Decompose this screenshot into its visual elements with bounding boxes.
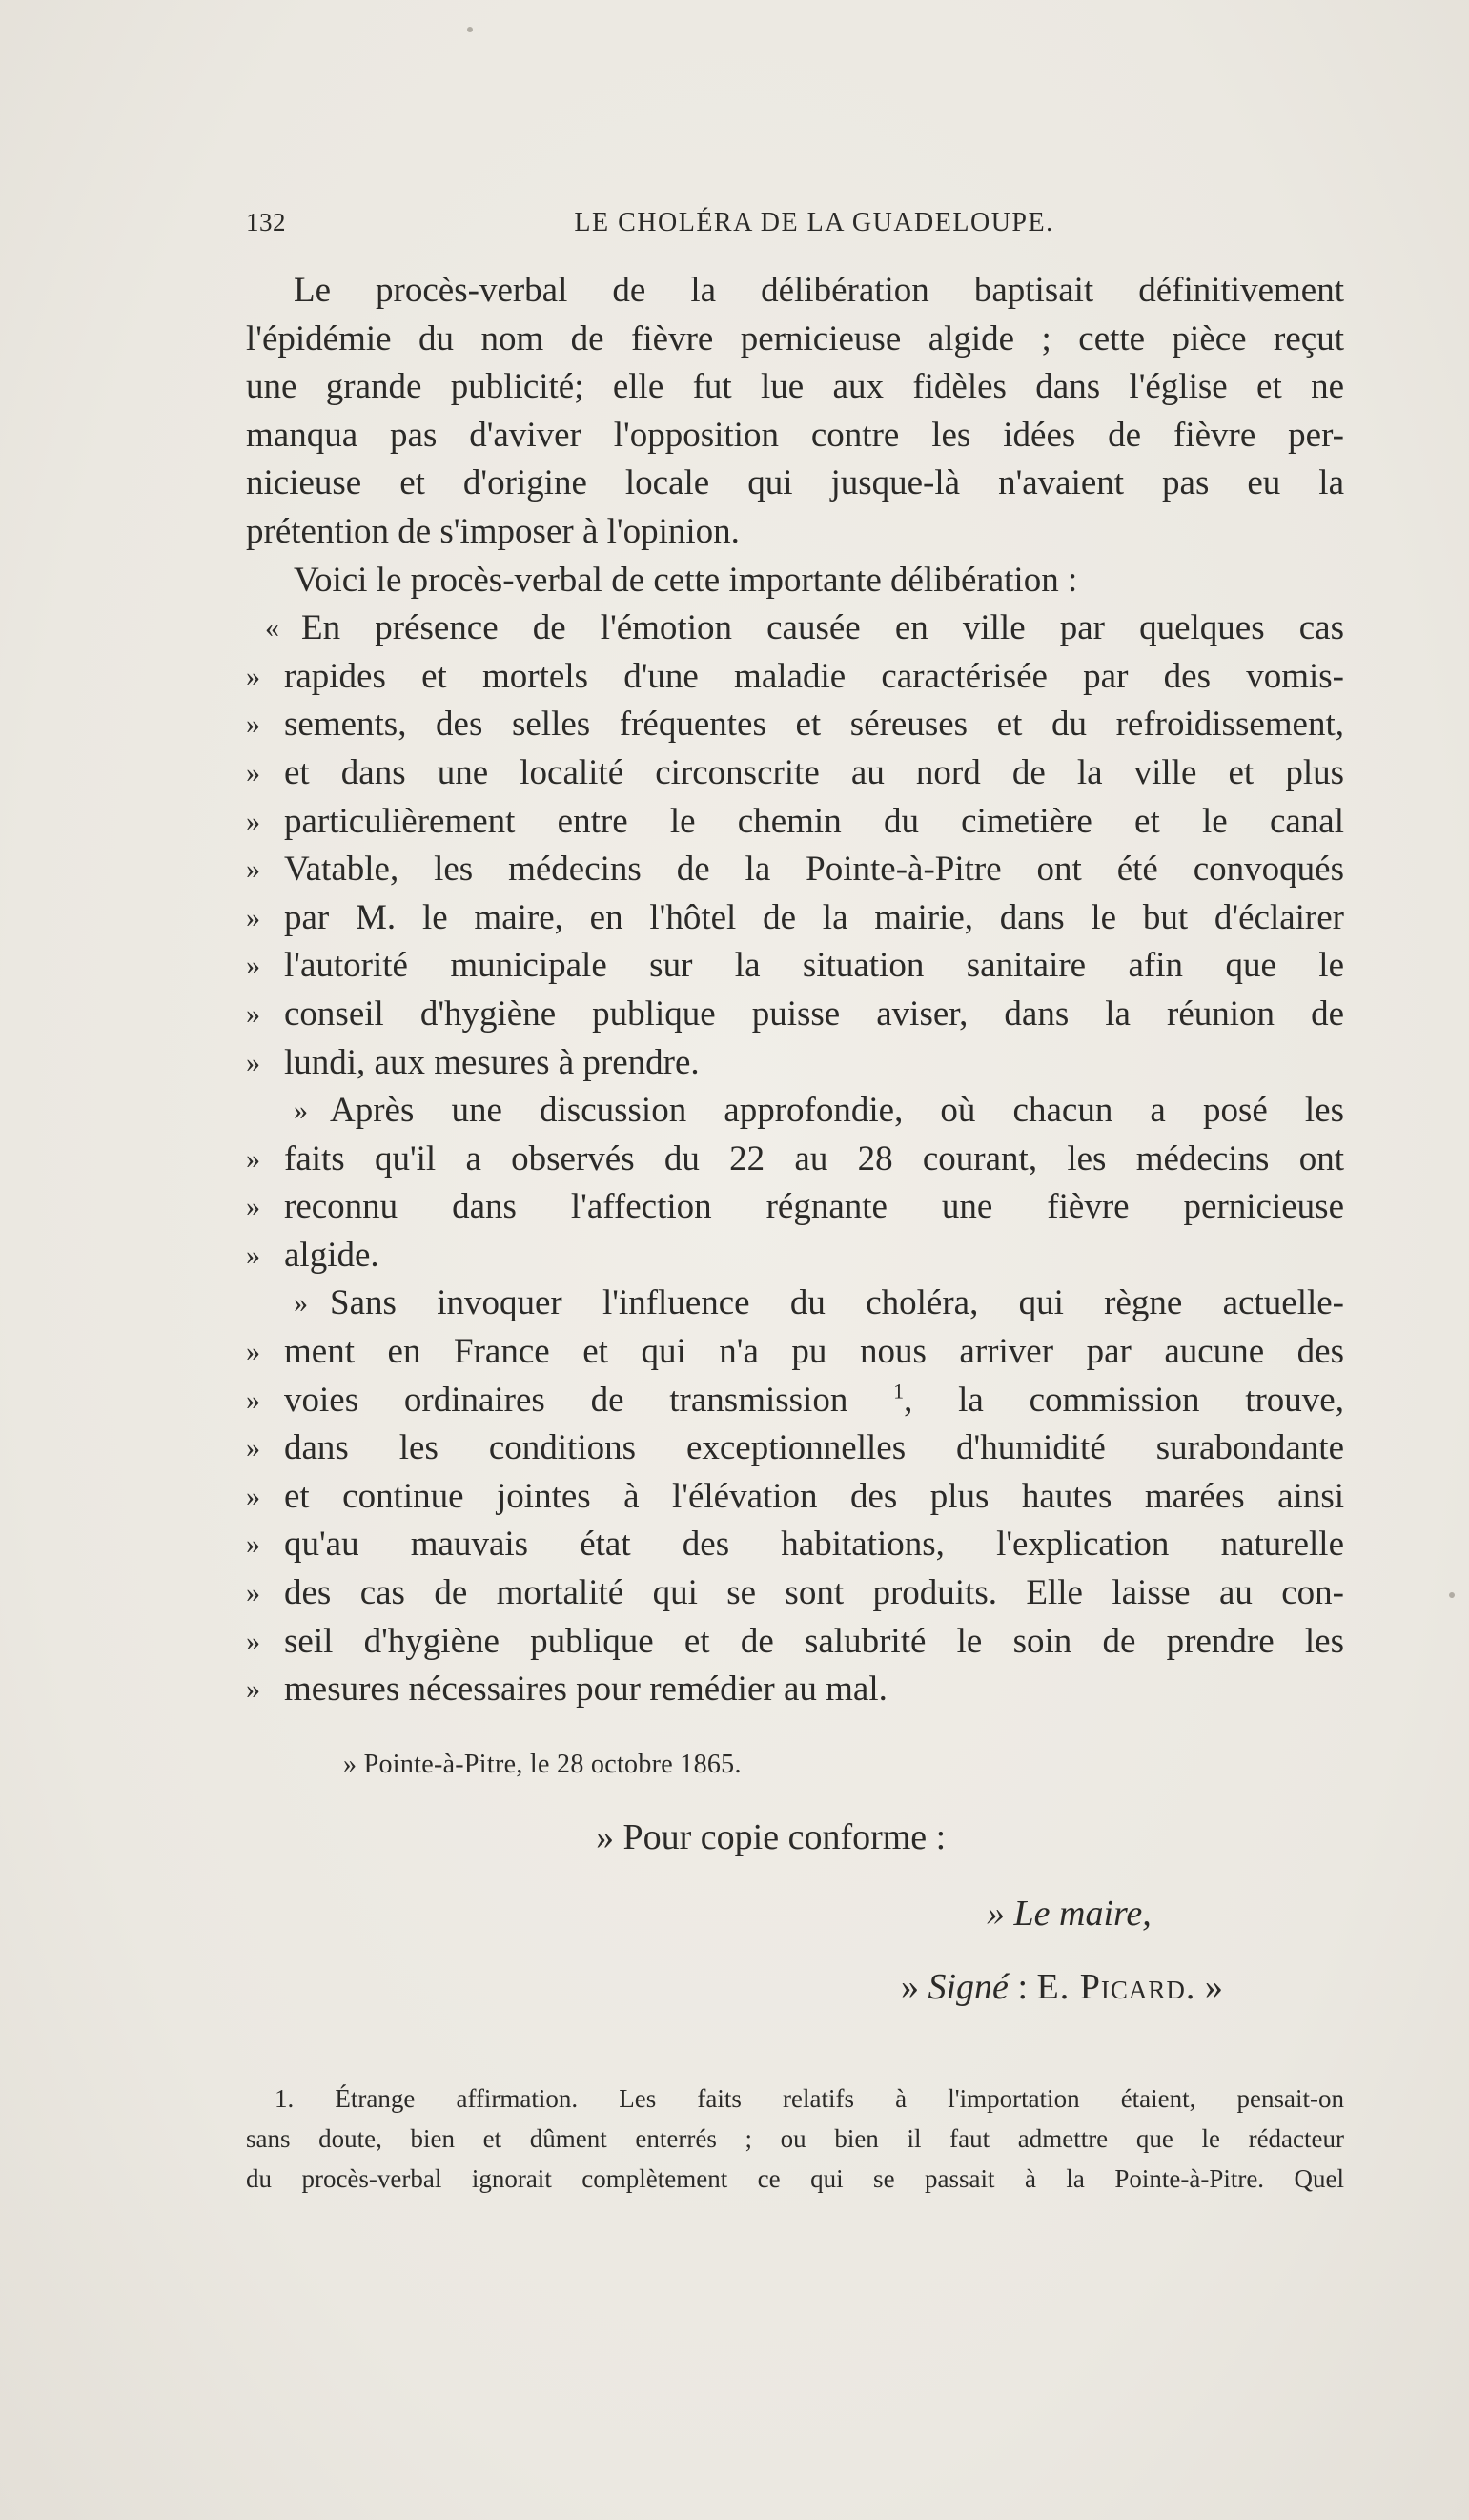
quote-mark: » xyxy=(246,1142,260,1175)
quote-mark: » xyxy=(246,1383,260,1416)
quote-line xyxy=(246,749,1344,798)
quote-text: reconnu dans l'affection régnante une fièvre pernicieuse xyxy=(284,1187,1344,1227)
signature-close-mark: » xyxy=(1204,1967,1223,2007)
paper-speck xyxy=(1449,1592,1455,1598)
quote-text: En présence de l'émotion causée en ville par quelques cas xyxy=(301,608,1344,648)
quote-line xyxy=(246,798,1344,847)
quote-line xyxy=(246,1136,1344,1184)
quote-line xyxy=(246,1473,1344,1522)
quote-text: et continue jointes à l'élévation des plus hautes marées ainsi xyxy=(284,1476,1344,1516)
quote-mark: » xyxy=(246,853,260,886)
quote-text: des cas de mortalité qui se sont produits. Elle laisse au con- xyxy=(284,1573,1344,1613)
quote-text: rapides et mortels d'une maladie caractérisée par des vomis- xyxy=(284,656,1344,696)
signature-label: Signé xyxy=(928,1967,1009,2007)
quote-mark: » xyxy=(246,1480,260,1512)
mayor-line: » Le maire, xyxy=(987,1894,1152,1934)
quote-line xyxy=(246,701,1344,749)
quote-line xyxy=(246,1183,1344,1232)
quote-mark: » xyxy=(246,708,260,741)
footnote-reference: 1 xyxy=(893,1379,905,1403)
quote-text: par M. le maire, en l'hôtel de la mairie, dans le but d'éclairer xyxy=(284,897,1344,937)
quote-line xyxy=(246,1039,1344,1088)
quote-line xyxy=(246,942,1344,991)
footnote-line: sans doute, bien et dûment enterrés ; ou bien il faut admettre que le rédacteur xyxy=(246,2124,1344,2153)
quote-line xyxy=(246,1377,1344,1425)
signature-name: E. Picard. xyxy=(1036,1967,1196,2007)
quote-text: l'autorité municipale sur la situation sanitaire afin que le xyxy=(284,946,1344,986)
body-line: une grande publicité; elle fut lue aux fidèles dans l'église et ne xyxy=(246,367,1344,407)
copy-conforme-line: » Pour copie conforme : xyxy=(596,1817,947,1857)
quote-text: conseil d'hygiène publique puisse aviser, dans la réunion de xyxy=(284,994,1344,1034)
quote-text: sements, des selles fréquentes et séreuses et du refroidissement, xyxy=(284,705,1344,745)
page-number: 132 xyxy=(246,208,286,236)
quote-text: Vatable, les médecins de la Pointe-à-Pitre ont été convoqués xyxy=(284,850,1344,890)
body-line: nicieuse et d'origine locale qui jusque-là n'avaient pas eu la xyxy=(246,463,1344,503)
quote-text: qu'au mauvais état des habitations, l'explication naturelle xyxy=(284,1525,1344,1565)
quote-text: et dans une localité circonscrite au nord de la ville et plus xyxy=(284,752,1344,792)
quote-mark: » xyxy=(246,1673,260,1706)
quote-mark: » xyxy=(246,950,260,982)
quote-mark: » xyxy=(246,660,260,692)
quote-line xyxy=(246,1328,1344,1377)
quote-mark: « xyxy=(265,612,279,645)
dateline: » Pointe-à-Pitre, le 28 octobre 1865. xyxy=(343,1750,742,1779)
quote-mark: » xyxy=(294,1095,308,1127)
quote-mark: » xyxy=(246,1336,260,1368)
body-line: Voici le procès-verbal de cette importante délibération : xyxy=(294,560,1078,600)
signature-colon: : xyxy=(1008,1967,1037,2007)
quote-line xyxy=(246,1280,1344,1328)
quote-line xyxy=(246,1666,1344,1714)
body-line: manqua pas d'aviver l'opposition contre les idées de fièvre per- xyxy=(246,415,1344,455)
quote-mark: » xyxy=(246,805,260,837)
running-head: LE CHOLÉRA DE LA GUADELOUPE. xyxy=(574,208,1054,237)
quote-line xyxy=(246,604,1344,653)
quote-line xyxy=(246,1087,1344,1136)
quote-mark: » xyxy=(294,1287,308,1320)
quote-text: particulièrement entre le chemin du cimetière et le canal xyxy=(284,801,1344,841)
quote-text: algide. xyxy=(284,1235,379,1275)
quote-text: lundi, aux mesures à prendre. xyxy=(284,1042,700,1082)
footnote xyxy=(246,2079,1344,2199)
body-line: Le procès-verbal de la délibération baptisait définitivement xyxy=(294,271,1344,310)
quote-line xyxy=(246,653,1344,702)
body-line: l'épidémie du nom de fièvre pernicieuse algide ; cette pièce reçut xyxy=(246,318,1344,359)
page-header xyxy=(246,208,1344,250)
signature-line xyxy=(901,1966,1223,2008)
quote-text: mesures nécessaires pour remédier au mal. xyxy=(284,1670,888,1710)
quote-line xyxy=(246,991,1344,1039)
quote-line xyxy=(246,1424,1344,1473)
quote-mark: » xyxy=(246,1577,260,1609)
quote-text: ment en France et qui n'a pu nous arriver par aucune des xyxy=(284,1332,1344,1372)
quote-line xyxy=(246,894,1344,943)
quote-text: seil d'hygiène publique et de salubrité le soin de prendre les xyxy=(284,1621,1344,1661)
quote-line xyxy=(246,1569,1344,1618)
quote-mark: » xyxy=(246,1528,260,1561)
quote-text: faits qu'il a observés du 22 au 28 courant, les médecins ont xyxy=(284,1138,1344,1178)
quote-mark: » xyxy=(246,1432,260,1465)
quote-mark: » xyxy=(246,1046,260,1078)
footnote-line: du procès-verbal ignorait complètement ce qui se passait à la Pointe-à-Pitre. Quel xyxy=(246,2164,1344,2193)
quote-line xyxy=(246,846,1344,894)
quote-mark: » xyxy=(246,1239,260,1271)
quote-text: Sans invoquer l'influence du choléra, qui règne actuelle- xyxy=(330,1283,1344,1323)
quote-text: dans les conditions exceptionnelles d'humidité surabondante xyxy=(284,1428,1344,1468)
quote-line xyxy=(246,1232,1344,1280)
quote-mark: » xyxy=(246,756,260,789)
body-text xyxy=(246,267,1344,1714)
quote-mark: » xyxy=(246,901,260,933)
quote-mark: » xyxy=(246,1625,260,1657)
paper-speck xyxy=(467,27,473,32)
body-line: prétention de s'imposer à l'opinion. xyxy=(246,511,740,551)
quoted-minutes xyxy=(246,604,1344,1714)
quote-mark: » xyxy=(246,1191,260,1223)
quote-text: voies ordinaires de transmission $^1$, la commission trouve, xyxy=(284,1379,1344,1420)
quote-line xyxy=(246,1618,1344,1667)
signature-open-mark: » xyxy=(901,1967,919,2007)
quote-line xyxy=(246,1521,1344,1569)
quote-text: Après une discussion approfondie, où chacun a posé les xyxy=(330,1091,1344,1131)
quote-mark: » xyxy=(246,997,260,1030)
footnote-line: 1. Étrange affirmation. Les faits relatifs à l'importation étaient, pensait-on xyxy=(275,2084,1344,2113)
